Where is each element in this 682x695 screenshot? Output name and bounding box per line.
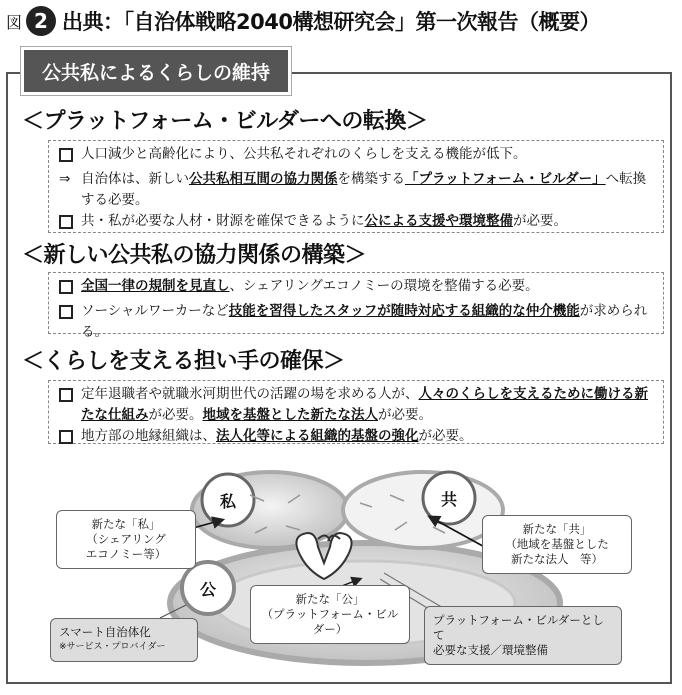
bullet-text	[81, 276, 539, 301]
bullet-line	[59, 426, 655, 451]
bullet-text	[81, 211, 567, 236]
callout-public-line-2: （プラットフォーム・ビルダー）	[261, 607, 399, 636]
callout-platform-line-1: プラットフォーム・ビルダーとして	[433, 613, 604, 642]
figure-title: 出典：「自治体戦略2040構想研究会」第一次報告（概要）	[62, 10, 600, 34]
bullet-line	[59, 169, 655, 211]
public-label: 公	[200, 580, 217, 599]
callout-private-line-2: （シェアリング	[86, 532, 166, 546]
callout-smart-government	[50, 618, 198, 662]
text-segment: 定年退職者や就職氷河期世代の活躍の場を求める人が、	[81, 386, 419, 402]
bullet-line	[59, 276, 655, 301]
emphasis-text: 公による支援や環境整備	[364, 213, 513, 229]
section-body-platform-builder	[48, 140, 664, 233]
callout-smart-line-2: ※サービス・プロバイダー	[59, 642, 166, 652]
text-segment: へ転換する必要。	[81, 171, 647, 208]
text-segment: が必要。	[513, 213, 567, 229]
bullet-line	[59, 301, 655, 343]
emphasis-text: 地域を基盤とした新たな法人	[202, 407, 378, 423]
checkbox-bullet-icon	[59, 144, 81, 169]
bullet-text	[81, 169, 655, 211]
bullet-text	[81, 301, 655, 343]
arrow-bullet-icon: ⇒	[59, 171, 71, 187]
bullet-text	[81, 144, 527, 169]
text-segment: ソーシャルワーカーなど	[81, 303, 229, 319]
section-heading-new-cooperation: ＜新しい公共私の協力関係の構築＞	[22, 243, 367, 268]
emphasis-text: 法人化等による組織的基盤の強化	[216, 428, 419, 444]
section-body-new-cooperation	[48, 272, 664, 340]
text-segment: 共・私が必要な人材・財源を確保できるように	[81, 213, 365, 229]
callout-new-private	[56, 510, 196, 569]
common-ellipse	[343, 472, 503, 548]
callout-new-common	[482, 515, 632, 574]
callout-platform-support	[424, 606, 622, 665]
panel-tab: 公共私によるくらしの維持	[24, 50, 288, 92]
section-heading-workforce: ＜くらしを支える担い手の確保＞	[22, 349, 345, 374]
callout-private-line-1: 新たな「私」	[91, 517, 161, 531]
text-segment: が必要。	[378, 407, 432, 423]
section-body-workforce	[48, 380, 664, 444]
callout-private-line-3: エコノミー等）	[85, 547, 167, 561]
public-common-private-diagram	[0, 455, 682, 691]
emphasis-text: 公共私相互間の協力関係	[189, 171, 338, 187]
text-segment: が必要。	[418, 428, 473, 444]
text-segment: 自治体は、新しい	[81, 171, 189, 187]
bullet-line	[59, 384, 655, 426]
bullet-text	[81, 384, 655, 426]
callout-public-line-1: 新たな「公」	[295, 592, 365, 606]
emphasis-text: 人々のくらしを支えるために働ける新たな仕組み	[81, 386, 648, 423]
checkbox-bullet-icon	[59, 426, 81, 451]
text-segment: を構築する	[337, 171, 405, 187]
emphasis-text: 「プラットフォーム・ビルダー」	[405, 171, 606, 187]
bullet-line	[59, 211, 655, 236]
emphasis-text: 技能を習得したスタッフが随時対応する組織的な仲介機能	[228, 303, 580, 319]
bullet-text	[81, 426, 473, 451]
emphasis-text: 全国一律の規制を見直し	[81, 278, 230, 294]
checkbox-bullet-icon	[59, 301, 81, 343]
common-label: 共	[441, 490, 458, 509]
text-segment: 、シェアリングエコノミーの環境を整備する必要。	[229, 278, 539, 294]
callout-new-public	[250, 585, 410, 644]
figure-number-badge: 2	[26, 6, 56, 36]
section-heading-platform-builder: ＜プラットフォーム・ビルダーへの転換＞	[22, 109, 428, 134]
text-segment: が求められる。	[81, 303, 648, 340]
callout-common-line-1: 新たな「共」	[522, 522, 592, 536]
figure-prefix: 図	[6, 12, 23, 32]
text-segment: 地方部の地縁組織は、	[81, 428, 216, 444]
callout-smart-line-1: スマート自治体化	[59, 625, 151, 639]
checkbox-bullet-icon	[59, 211, 81, 236]
text-segment: 人口減少と高齢化により、公共私それぞれのくらしを支える機能が低下。	[81, 146, 527, 162]
callout-common-line-3: 新たな法人 等）	[511, 552, 603, 566]
callout-platform-line-2: 必要な支援／環境整備	[433, 643, 548, 657]
bullet-line	[59, 144, 655, 169]
figure-header	[6, 4, 600, 38]
text-segment: が必要。	[148, 407, 203, 423]
checkbox-bullet-icon	[59, 384, 81, 426]
callout-common-line-2: （地域を基盤とした	[505, 537, 609, 551]
checkbox-bullet-icon	[59, 276, 81, 301]
private-label: 私	[220, 492, 237, 511]
